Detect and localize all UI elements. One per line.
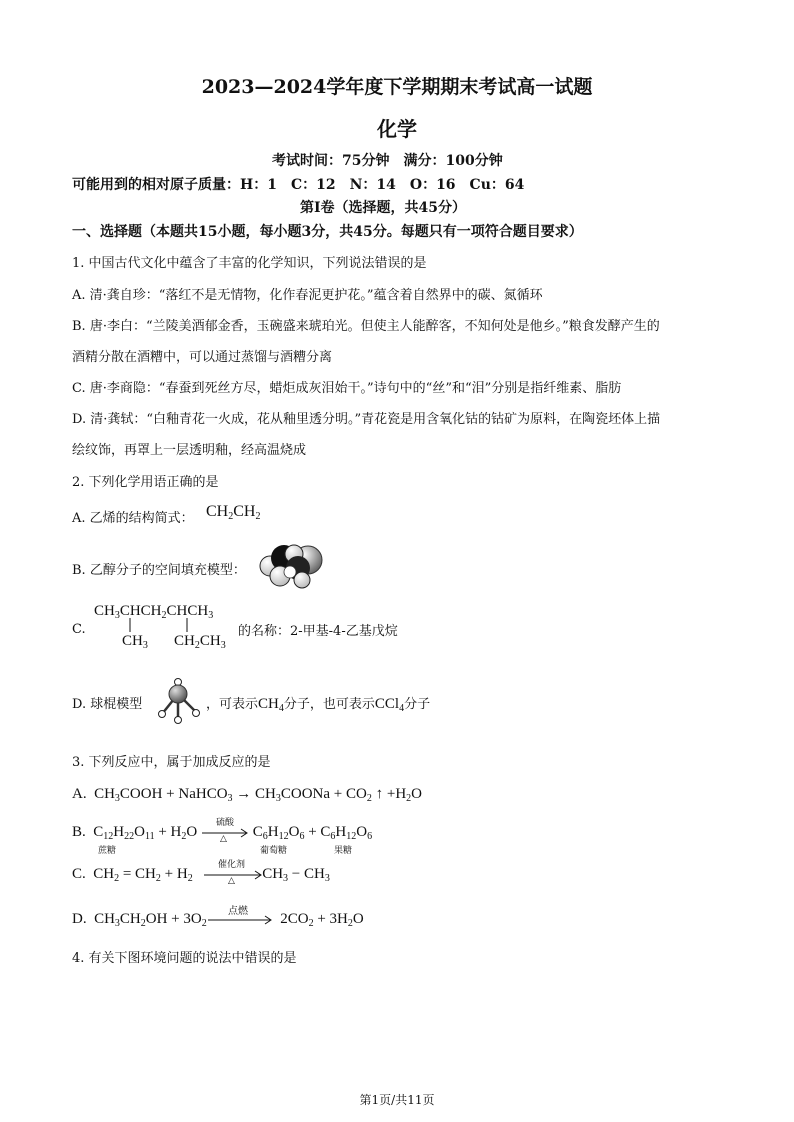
atomic-masses: 可能用到的相对原子质量：H：1 C：12 N：14 O：16 Cu：64 [72,177,525,193]
q3-c-condition-bottom: △ [228,876,235,886]
exam-title: 2023—2024学年度下学期期末考试高一试题 [201,76,593,98]
q1-option-b-line2: 酒精分散在酒糟中，可以通过蒸馏与酒糟分离 [72,350,333,365]
q2-option-d-text: ，可表示$CH_4$分子，也可表示CCl$_4$分子 [206,696,431,714]
q3-b-sucrose-label: 蔗糖 [98,846,117,856]
q3-b-glucose-label: 葡萄糖 [260,846,288,856]
q1-option-a: A. 清·龚自珍：“落红不是无情物，化作春泥更护花。”蕴含着自然界中的碳、氮循环 [72,288,543,303]
volume-title: 第Ⅰ卷（选择题，共45分） [300,200,467,216]
q2-option-b-label: B. 乙醇分子的空间填充模型： [72,563,246,578]
q3-option-c: C. $CH_2 = CH_2 + H_2$ $CH_3 - CH_3$ [72,866,330,884]
q2-option-a-formula: $CH_2CH_2$ [206,503,261,522]
q3-d-condition-top: 点燃 [228,906,248,917]
q3-b-condition-top: 硫酸 [216,818,235,828]
q2-option-c-methyl-branch: $CH_3$ [122,633,148,651]
ball-and-stick-model [152,680,212,728]
q3-option-b: B. $C_{12}H_{22}O_{11} + H_2O$ $C_6H_{12}O_6 + C_6H_{12}O_6$ [72,824,373,842]
subject-title: 化学 [377,117,417,141]
q1-option-c: C. 唐·李商隐：“春蚕到死丝方尽，蜡炬成灰泪始干。”诗句中的“丝”和“泪”分别是指纤维素、脂肪 [72,381,622,396]
q2-option-a-label: A. 乙烯的结构简式： [72,511,194,526]
q3-option-a: A. $CH_3COOH$ + NaHCO$_3$ → $CH_3COONa + CO_2$ ↑ $+H_2O$ [72,786,422,804]
ethanol-space-filling-model [256,540,322,590]
q1-option-d-line2: 绘纹饰，再罩上一层透明釉，经高温烧成 [72,443,307,458]
q4-stem: 4. 有关下图环境问题的说法中错误的是 [72,951,297,966]
q3-option-d: D. $CH_3CH_2OH + 3O_2$ $2CO_2 + 3H_2O$ [72,911,364,929]
q2-option-c-main-chain: $CH_3CHCH_2CHCH_3$ [94,603,214,621]
q2-option-c-ethyl-branch: $CH_2CH_3$ [174,633,226,651]
q1-option-b-line1: B. 唐·李白：“兰陵美酒郁金香，玉碗盛来琥珀光。但使主人能醉客，不知何处是他乡。”粮食发酵产生的 [72,319,660,334]
q1-option-d-line1: D. 清·龚轼：“白釉青花一火成，花从釉里透分明。”青花瓷是用含氧化钴的钴矿为原料，在陶瓷坯体上描 [72,412,661,427]
q3-b-condition-bottom: △ [220,834,227,844]
section-title: 一、选择题（本题共15小题，每小题3分，共45分。每题只有一项符合题目要求） [72,224,583,240]
page-footer: 第1页/共11页 [359,1093,435,1107]
q2-stem: 2. 下列化学用语正确的是 [72,475,219,490]
q2-option-c-label: C. [72,622,86,637]
q1-stem: 1. 中国古代文化中蕴含了丰富的化学知识，下列说法错误的是 [72,256,427,271]
q2-option-c-name: 的名称：2-甲基-4-乙基戊烷 [238,624,398,639]
q3-stem: 3. 下列反应中，属于加成反应的是 [72,755,271,770]
q3-b-fructose-label: 果糖 [334,846,353,856]
q2-option-d-label: D. 球棍模型 [72,697,143,712]
exam-info: 考试时间：75分钟 满分：100分钟 [272,153,503,169]
q3-c-condition-top: 催化剂 [218,860,246,870]
